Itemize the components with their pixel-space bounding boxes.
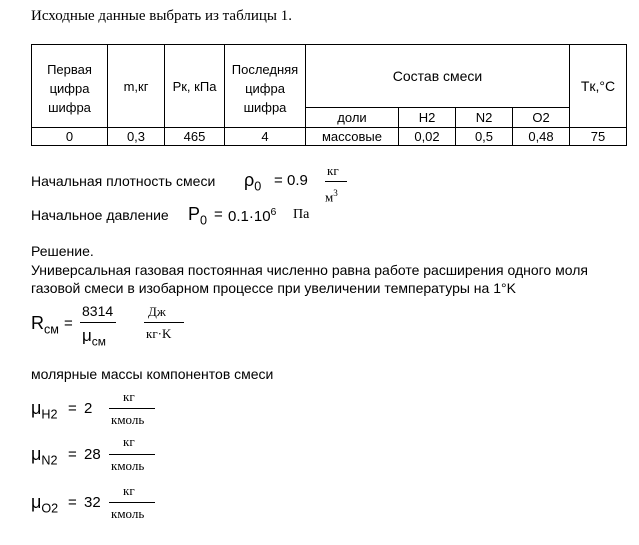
- gas-constant-numerator: 8314: [82, 303, 114, 319]
- solution-line-2: газовой смеси в изобарном процессе при увеличении температуры на 1°K: [31, 280, 516, 296]
- molar-o2-value: 32: [84, 494, 101, 511]
- header-o2: O2: [513, 108, 570, 128]
- molar-o2-unit-fraction-bar: [109, 502, 155, 503]
- cell-h2: 0,02: [399, 128, 456, 146]
- header-temperature: Tк,°C: [570, 45, 627, 128]
- molar-n2-symbol: $\mu_{N2}$: [31, 444, 58, 468]
- molar-h2-value: 2: [84, 400, 93, 417]
- solution-line-1: Универсальная газовая постоянная численно равна работе расширения одного моля: [31, 262, 588, 278]
- molar-o2-unit-denominator: кмоль: [111, 506, 145, 521]
- molar-n2-equals: =: [68, 446, 77, 463]
- density-unit-denominator: $м^3$: [325, 188, 338, 205]
- molar-h2-unit-fraction-bar: [109, 408, 155, 409]
- gas-constant-equals: =: [64, 315, 73, 332]
- gas-constant-fraction-bar: [80, 322, 116, 323]
- density-value: 0.9: [287, 172, 308, 189]
- gas-constant-unit-numerator: Дж: [148, 304, 166, 319]
- molar-n2-unit-fraction-bar: [109, 454, 155, 455]
- cell-first-digit: 0: [32, 128, 108, 146]
- header-mass: m,кг: [108, 45, 165, 128]
- molar-h2-unit-denominator: кмоль: [111, 412, 145, 427]
- cell-n2: 0,5: [456, 128, 513, 146]
- molar-n2-value: 28: [84, 446, 101, 463]
- header-h2: H2: [399, 108, 456, 128]
- header-first-digit: Первая цифра шифра: [32, 45, 108, 128]
- gas-constant-symbol: $R_{см}$: [31, 313, 59, 337]
- density-symbol: $\rho_0$: [244, 170, 262, 194]
- density-unit-fraction-bar: [325, 181, 347, 182]
- header-composition: Состав смеси: [306, 45, 570, 108]
- molar-masses-label: молярные массы компонентов смеси: [31, 366, 274, 382]
- header-pressure: Pк, кПа: [165, 45, 225, 128]
- pressure-equals: =: [214, 206, 223, 223]
- header-n2: N2: [456, 108, 513, 128]
- pressure-unit: Па: [293, 207, 310, 222]
- gas-constant-denominator: $\mu_{см}$: [82, 326, 106, 349]
- source-data-table: [31, 44, 627, 146]
- molar-o2-unit-numerator: кг: [123, 483, 135, 498]
- cell-mass: 0,3: [108, 128, 165, 146]
- molar-o2-symbol: $\mu_{O2}$: [31, 492, 59, 516]
- header-fractions: доли: [306, 108, 399, 128]
- intro-text: Исходные данные выбрать из таблицы 1.: [31, 8, 292, 24]
- molar-h2-unit-numerator: кг: [123, 389, 135, 404]
- cell-temperature: 75: [570, 128, 627, 146]
- header-last-digit: Последняя цифра шифра: [225, 45, 306, 128]
- gas-constant-unit-fraction-bar: [144, 322, 184, 323]
- density-label: Начальная плотность смеси: [31, 173, 216, 189]
- gas-constant-unit-denominator: кг·K: [146, 326, 172, 341]
- pressure-symbol: $P_0$: [188, 204, 208, 228]
- solution-heading: Решение.: [31, 243, 94, 259]
- cell-last-digit: 4: [225, 128, 306, 146]
- molar-o2-equals: =: [68, 494, 77, 511]
- molar-h2-symbol: $\mu_{H2}$: [31, 398, 58, 422]
- density-unit-numerator: кг: [327, 163, 339, 178]
- molar-n2-unit-denominator: кмоль: [111, 458, 145, 473]
- pressure-value: $0.1\cdot 10^6$: [228, 206, 277, 225]
- cell-fractions: массовые: [306, 128, 399, 146]
- density-equals: =: [274, 172, 283, 189]
- pressure-label: Начальное давление: [31, 207, 169, 223]
- molar-n2-unit-numerator: кг: [123, 434, 135, 449]
- cell-pressure: 465: [165, 128, 225, 146]
- molar-h2-equals: =: [68, 400, 77, 417]
- cell-o2: 0,48: [513, 128, 570, 146]
